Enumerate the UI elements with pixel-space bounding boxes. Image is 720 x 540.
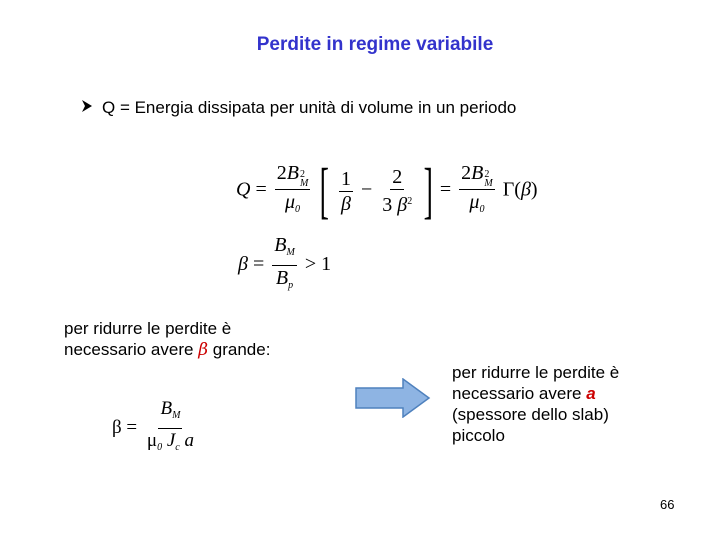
fraction	[275, 162, 311, 221]
eq-symbol: =	[255, 178, 267, 201]
eq-symbol: 2	[392, 166, 403, 188]
eq-symbol: 2	[276, 161, 287, 184]
energy-loss-equation	[236, 157, 538, 225]
page-number: 66	[660, 497, 675, 512]
eq-symbol: p	[288, 280, 294, 291]
bracket: [	[319, 157, 330, 225]
eq-symbol: > 1	[304, 253, 332, 276]
eq-symbol: −	[360, 178, 373, 201]
eq-symbol: β	[238, 253, 248, 276]
eq-symbol: 0	[157, 442, 163, 453]
eq-symbol: M	[484, 177, 493, 189]
eq-symbol: B	[275, 267, 289, 289]
eq-symbol: =	[252, 253, 265, 276]
fraction	[459, 162, 495, 221]
eq-symbol: M	[172, 410, 181, 421]
eq-symbol: 2	[484, 168, 490, 180]
left-text-line	[64, 339, 270, 361]
page-title: Perdite in regime variabile	[256, 34, 494, 55]
fraction	[380, 166, 414, 216]
eq-symbol: B	[286, 161, 299, 184]
eq-symbol: B	[160, 398, 173, 419]
eq-symbol: μ	[146, 430, 158, 451]
right-text-line: per ridurre le perdite è	[452, 363, 620, 382]
eq-symbol: B	[471, 161, 484, 184]
text-fragment: grande:	[212, 340, 271, 359]
eq-symbol: μ	[284, 190, 296, 213]
beta-condition-equation	[238, 234, 331, 297]
eq-symbol: β	[397, 194, 408, 216]
eq-symbol: 2	[299, 168, 305, 180]
eq-symbol: c	[175, 442, 180, 453]
right-text-block	[452, 362, 619, 446]
eq-symbol: Q	[236, 178, 251, 201]
eq-symbol: M	[286, 247, 295, 258]
eq-symbol: J	[166, 430, 176, 451]
text-fragment: necessario avere	[64, 340, 194, 359]
bracket: ]	[423, 157, 434, 225]
eq-symbol: (	[514, 178, 521, 201]
eq-symbol: B	[274, 234, 287, 256]
eq-symbol: β	[520, 178, 531, 201]
eq-symbol: 0	[479, 203, 485, 215]
eq-symbol: M	[299, 177, 309, 189]
eq-symbol: 2	[407, 196, 413, 207]
right-text-line	[452, 383, 619, 404]
thickness-symbol: a	[586, 384, 596, 403]
beta-symbol: β	[198, 340, 209, 360]
fraction	[272, 234, 297, 297]
eq-symbol: Γ	[502, 178, 515, 201]
eq-symbol: =	[439, 178, 452, 201]
eq-symbol: 3	[382, 194, 393, 216]
eq-symbol: 2	[461, 161, 472, 184]
right-text-line: piccolo	[452, 426, 505, 445]
text-fragment: necessario avere	[452, 384, 582, 403]
eq-symbol: β	[340, 192, 351, 215]
bullet-text: Q = Energia dissipata per unità di volume in un periodo	[102, 98, 517, 117]
left-text-line: per ridurre le perdite è	[64, 319, 232, 338]
bullet-item	[80, 98, 516, 118]
fraction	[339, 168, 353, 215]
right-text-line: (spessore dello slab)	[452, 405, 609, 424]
eq-symbol: a	[184, 430, 194, 451]
eq-symbol: β	[112, 416, 122, 438]
left-text-block	[64, 318, 270, 361]
right-arrow-icon	[355, 378, 431, 423]
eq-symbol: )	[530, 178, 538, 201]
eq-symbol: μ	[469, 190, 480, 213]
beta-definition-equation	[112, 398, 199, 459]
eq-symbol: 0	[295, 203, 301, 215]
eq-symbol: 1	[340, 167, 351, 190]
eq-symbol: =	[126, 416, 138, 438]
fraction	[145, 398, 196, 459]
arrow-bullet-icon	[80, 98, 98, 118]
